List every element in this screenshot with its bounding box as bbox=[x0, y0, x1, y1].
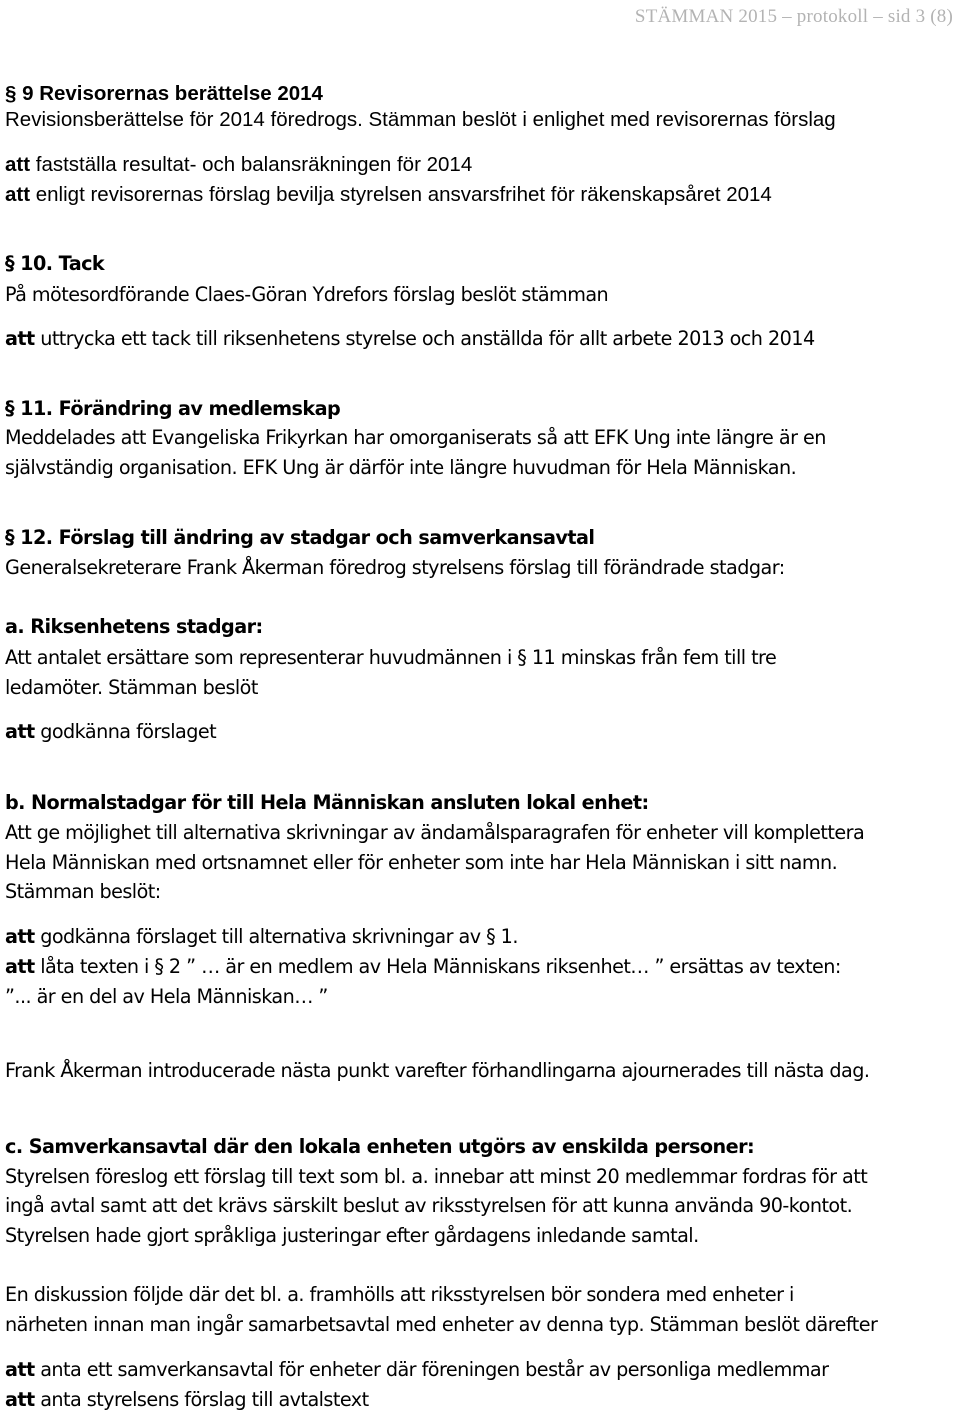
section-10-heading: § 10. Tack bbox=[5, 252, 105, 275]
item-c-decision: att anta ett samverkansavtal för enheter där föreningen består av personliga medlemmar bbox=[5, 1358, 829, 1381]
section-10-line: På mötesordförande Claes-Göran Ydrefors förslag beslöt stämman bbox=[5, 283, 609, 306]
item-c-line: Styrelsen hade gjort språkliga justeringar efter gårdagens inledande samtal. bbox=[5, 1224, 699, 1247]
item-b-decision: att godkänna förslaget till alternativa skrivningar av § 1. bbox=[5, 925, 518, 948]
item-a-line: Att antalet ersättare som representerar huvudmännen i § 11 minskas från fem till tre bbox=[5, 646, 777, 669]
item-c-line: närheten innan man ingår samarbetsavtal med enheter av denna typ. Stämman beslöt därefter bbox=[5, 1313, 878, 1336]
item-b-line: Stämman beslöt: bbox=[5, 880, 161, 903]
section-9-heading: § 9 Revisorernas berättelse 2014 bbox=[5, 82, 323, 105]
section-11-line: Meddelades att Evangeliska Frikyrkan har omorganiserats så att EFK Ung inte längre är en bbox=[5, 426, 826, 449]
page-header: STÄMMAN 2015 – protokoll – sid 3 (8) bbox=[634, 6, 953, 27]
item-c-line: En diskussion följde där det bl. a. framhölls att riksstyrelsen bör sondera med enheter i bbox=[5, 1283, 794, 1306]
item-b-decision: att låta texten i § 2 ” … är en medlem av Hela Människans riksenhet… ” ersättas av texten: bbox=[5, 955, 841, 978]
item-b-line: Hela Människan med ortsnamnet eller för enheter som inte har Hela Människan i sitt namn. bbox=[5, 851, 838, 874]
item-a-decision: att godkänna förslaget bbox=[5, 720, 217, 743]
item-b-line: Att ge möjlighet till alternativa skrivningar av ändamålsparagrafen för enheter vill komplettera bbox=[5, 821, 865, 844]
section-11-line: självständig organisation. EFK Ung är därför inte längre huvudman för Hela Människan. bbox=[5, 456, 797, 479]
item-c-decision: att anta styrelsens förslag till avtalstext bbox=[5, 1388, 369, 1411]
section-9-decision: att fastställa resultat- och balansräkningen för 2014 bbox=[5, 153, 473, 176]
section-11-heading: § 11. Förändring av medlemskap bbox=[5, 397, 341, 420]
item-a-line: ledamöter. Stämman beslöt bbox=[5, 676, 258, 699]
section-9-decision: att enligt revisorernas förslag bevilja styrelsen ansvarsfrihet för räkenskapsåret 2014 bbox=[5, 183, 772, 206]
item-c-heading: c. Samverkansavtal där den lokala enheten utgörs av enskilda personer: bbox=[5, 1135, 755, 1158]
section-12-line: Generalsekreterare Frank Åkerman föredrog styrelsens förslag till förändrade stadgar: bbox=[5, 556, 785, 579]
item-a-heading: a. Riksenhetens stadgar: bbox=[5, 615, 263, 638]
item-b-line: ”... är en del av Hela Människan… ” bbox=[5, 985, 328, 1008]
section-9-line: Revisionsberättelse för 2014 föredrogs. Stämman beslöt i enlighet med revisorernas förslag bbox=[5, 108, 836, 131]
section-12-heading: § 12. Förslag till ändring av stadgar och samverkansavtal bbox=[5, 526, 595, 549]
item-c-line: ingå avtal samt att det krävs särskilt beslut av riksstyrelsen för att kunna använda 90-kontot. bbox=[5, 1194, 853, 1217]
item-c-line: Styrelsen föreslog ett förslag till text som bl. a. innebar att minst 20 medlemmar fordras för att bbox=[5, 1165, 868, 1188]
item-b-heading: b. Normalstadgar för till Hela Människan ansluten lokal enhet: bbox=[5, 791, 649, 814]
item-b-line: Frank Åkerman introducerade nästa punkt varefter förhandlingarna ajournerades till nästa dag. bbox=[5, 1059, 870, 1082]
section-10-decision: att uttrycka ett tack till riksenhetens styrelse och anställda för allt arbete 2013 och 2014 bbox=[5, 327, 815, 350]
